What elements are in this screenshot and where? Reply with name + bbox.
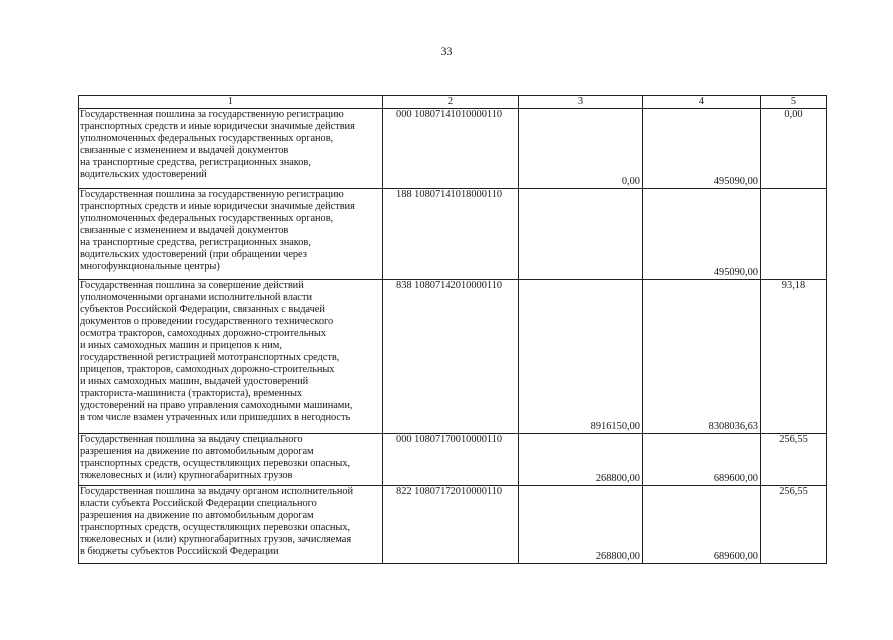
column-header: 1 [79, 96, 383, 109]
amount-col3-cell: 0,00 [519, 109, 643, 189]
amount-col3-cell: 268800,00 [519, 486, 643, 564]
duty-name-cell: Государственная пошлина за государственную регистрацию транспортных средств и иные юридически значимые действия уполномоченных федеральных государственных органов, связанные с изменением и выдачей документов на транспортные средства, регистрационных знаков, водительских удостоверений (при обращении через многофункциональные центры) [79, 189, 383, 280]
amount-col4-cell: 689600,00 [643, 434, 761, 486]
budget-code-cell: 000 10807141010000110 [383, 109, 519, 189]
table-row [79, 486, 827, 564]
percent-cell: 256,55 [761, 434, 827, 486]
amount-col3-cell: 268800,00 [519, 434, 643, 486]
amount-col4-cell: 8308036,63 [643, 280, 761, 434]
amount-col4-cell: 495090,00 [643, 189, 761, 280]
amount-col4-cell: 495090,00 [643, 109, 761, 189]
budget-code-cell: 838 10807142010000110 [383, 280, 519, 434]
percent-cell: 256,55 [761, 486, 827, 564]
page-number: 33 [440, 44, 453, 58]
budget-code-cell: 822 10807172010000110 [383, 486, 519, 564]
percent-cell [761, 189, 827, 280]
table-header-row [79, 96, 827, 109]
amount-col3-cell [519, 189, 643, 280]
amount-col4-cell: 689600,00 [643, 486, 761, 564]
table-row [79, 189, 827, 280]
table-row [79, 434, 827, 486]
table-row [79, 109, 827, 189]
duty-name-cell: Государственная пошлина за совершение действий уполномоченными органами исполнительной власти субъектов Российской Федерации, связанных с выдачей документов о проведении государственного технического осмотра тракторов, самоходных дорожно-строительных и иных самоходных машин и прицепов к ним, государственной регистрацией мототранспортных средств, прицепов, тракторов, самоходных дорожно-строительных и иных самоходных машин, выдачей удостоверений тракториста-машиниста (тракториста), временных удостоверений на право управления самоходными машинами, в том числе взамен утраченных или пришедших в негодность [79, 280, 383, 434]
amount-col3-cell: 8916150,00 [519, 280, 643, 434]
column-header: 2 [383, 96, 519, 109]
table-row [79, 280, 827, 434]
column-header: 5 [761, 96, 827, 109]
revenue-table [78, 95, 827, 564]
duty-name-cell: Государственная пошлина за выдачу органом исполнительной власти субъекта Российской Федерации специального разрешения на движение по автомобильным дорогам транспортных средств, осуществляющих перевозки опасных, тяжеловесных и (или) крупногабаритных грузов, зачисляемая в бюджеты субъектов Российской Федерации [79, 486, 383, 564]
budget-code-cell: 000 10807170010000110 [383, 434, 519, 486]
column-header: 3 [519, 96, 643, 109]
duty-name-cell: Государственная пошлина за государственную регистрацию транспортных средств и иные юридически значимые действия уполномоченных федеральных государственных органов, связанные с изменением и выдачей документов на транспортные средства, регистрационных знаков, водительских удостоверений [79, 109, 383, 189]
percent-cell: 0,00 [761, 109, 827, 189]
column-header: 4 [643, 96, 761, 109]
percent-cell: 93,18 [761, 280, 827, 434]
duty-name-cell: Государственная пошлина за выдачу специального разрешения на движение по автомобильным дорогам транспортных средств, осуществляющих перевозки опасных, тяжеловесных и (или) крупногабаритных грузов [79, 434, 383, 486]
budget-code-cell: 188 10807141018000110 [383, 189, 519, 280]
